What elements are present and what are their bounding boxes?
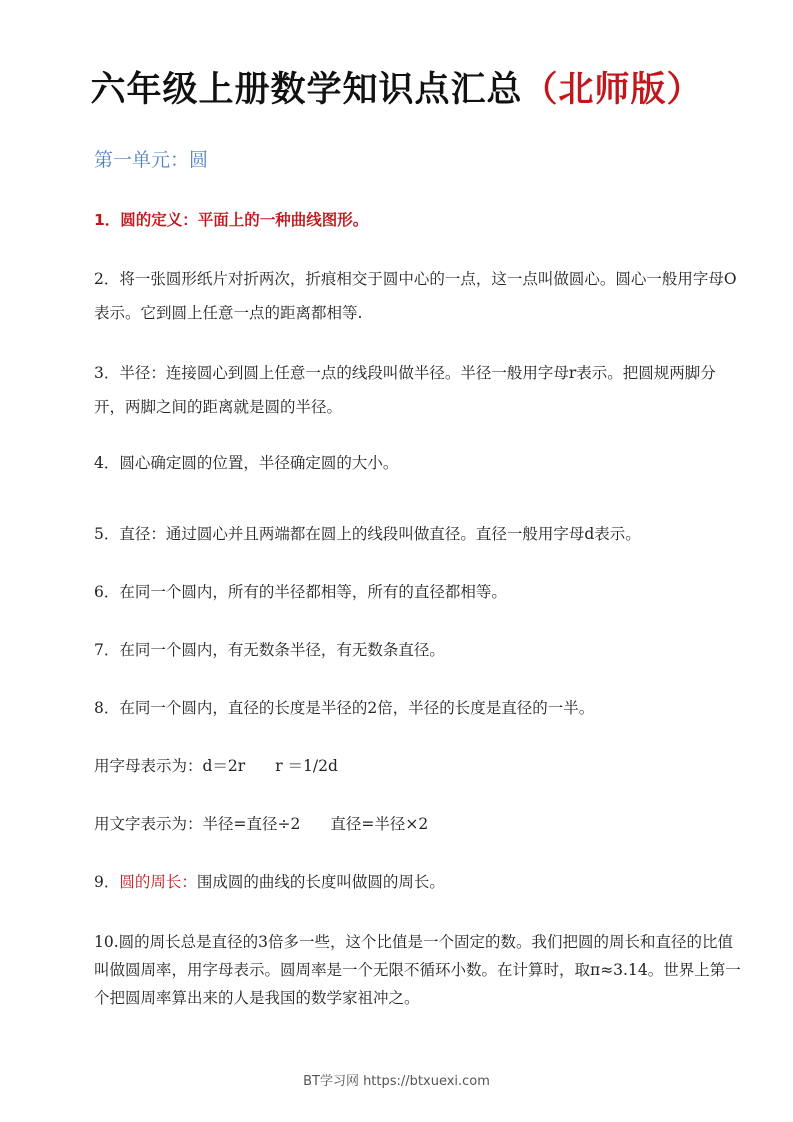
page-title [0,62,793,112]
knowledge-point-10: 10.圆的周长总是直径的3倍多一些，这个比值是一个固定的数。我们把圆的周长和直径的比值叫做圆周率，用字母表示。圆周率是一个无限不循环小数。在计算时，取π≈3.14。世界上第一个把圆周率算出来的人是我国的数学家祖冲之。 [94,933,741,1007]
formula-letters-diameter: 用字母表示为：d＝2r [94,757,246,775]
knowledge-point-5: 5．直径：通过圆心并且两端都在圆上的线段叫做直径。直径一般用字母d表示。 [94,525,641,543]
formula-words-diameter: 直径=半径×2 [330,815,429,833]
point-9-text: 围成圆的曲线的长度叫做圆的周长。 [196,873,445,891]
formula-words-radius: 用文字表示为：半径=直径÷2 [94,815,301,833]
knowledge-point-4: 4．圆心确定圆的位置，半径确定圆的大小。 [94,454,399,472]
knowledge-point-7: 7．在同一个圆内，有无数条半径，有无数条直径。 [94,641,445,659]
page-title-edition: （北师版） [522,70,703,110]
point-9-term: 圆的周长： [119,873,197,891]
formula-words [94,807,744,841]
knowledge-point-8: 8．在同一个圆内，直径的长度是半径的2倍，半径的长度是直径的一半。 [94,699,595,717]
knowledge-point-3: 3．半径：连接圆心到圆上任意一点的线段叫做半径。半径一般用字母r表示。把圆规两脚分开，两脚之间的距离就是圆的半径。 [94,364,716,416]
knowledge-point-9 [94,865,744,899]
page-title-main: 六年级上册数学知识点汇总 [90,70,523,110]
definition-point-1: 1．圆的定义：平面上的一种曲线图形。 [94,211,369,229]
knowledge-point-6: 6．在同一个圆内，所有的半径都相等，所有的直径都相等。 [94,583,507,601]
footer-watermark: BT学习网 https://btxuexi.com [303,1074,490,1089]
knowledge-point-2: 2．将一张圆形纸片对折两次，折痕相交于圆中心的一点，这一点叫做圆心。圆心一般用字母O表示。它到圆上任意一点的距离都相等. [94,270,737,322]
unit-heading: 第一单元：圆 [94,149,209,171]
point-9-number: 9． [94,873,120,891]
formula-letters [94,749,744,783]
formula-letters-radius: r ＝1/2d [275,757,338,775]
